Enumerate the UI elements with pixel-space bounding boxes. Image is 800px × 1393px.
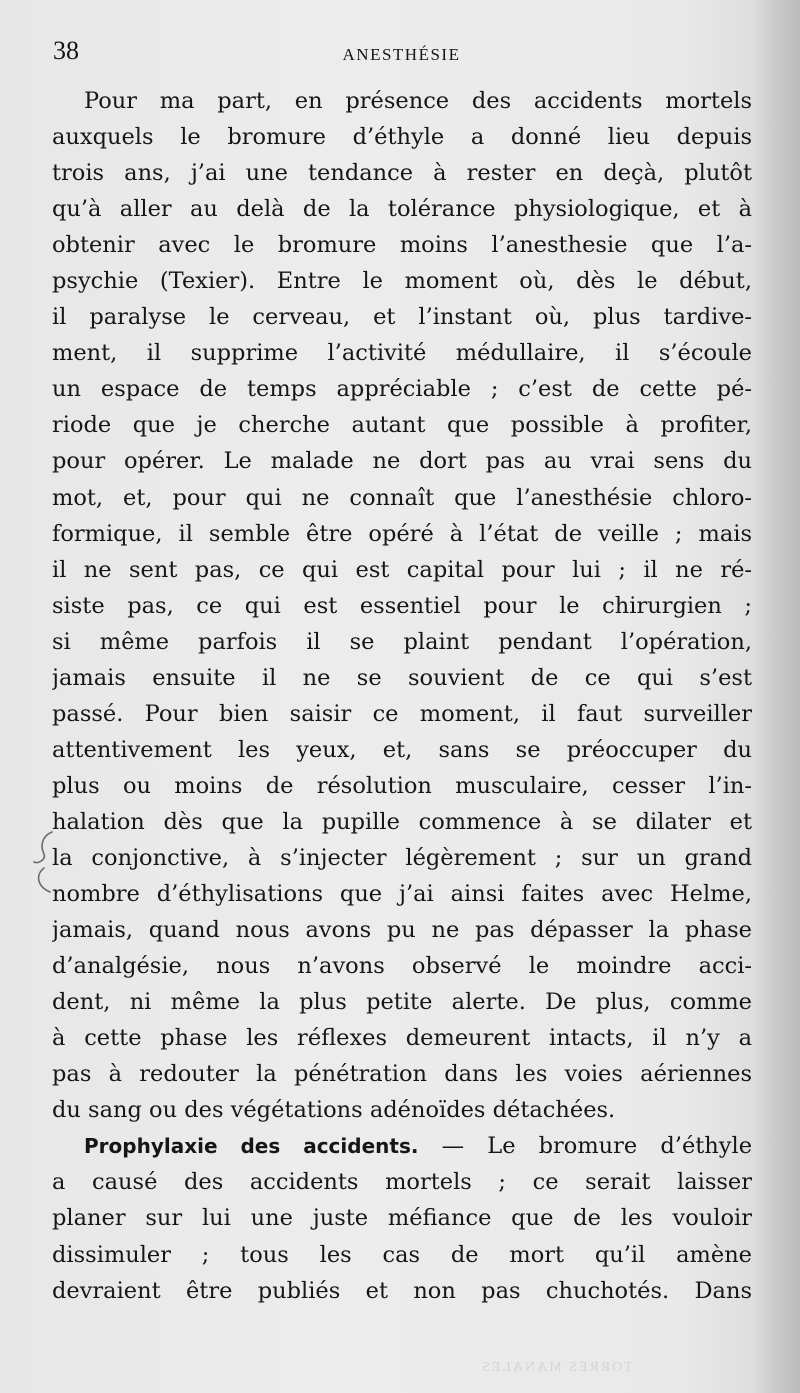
paragraph-end-line: du sang ou des végétations adénoïdes détachées.	[52, 1097, 616, 1124]
section-heading: Prophylaxie des accidents.	[84, 1134, 419, 1159]
text-line: à cette phase les réflexes demeurent intacts, il n’y a	[52, 1025, 752, 1052]
page-gutter-shadow	[754, 0, 800, 1393]
text-line: formique, il semble être opéré à l’état de veille ; mais	[52, 520, 752, 547]
text-line: jamais ensuite il ne se souvient de ce qui s’est	[52, 664, 752, 691]
text-line: il paralyse le cerveau, et l’instant où, plus tardive-	[52, 304, 752, 331]
text-line: trois ans, j’ai une tendance à rester en deçà, plutôt	[52, 160, 752, 187]
section-heading-continuation: — Le bromure d’éthyle	[418, 1133, 752, 1160]
text-line: dissimuler ; tous les cas de mort qu’il amène	[52, 1241, 752, 1268]
text-line: riode que je cherche autant que possible à profiter,	[52, 412, 752, 439]
text-line: il ne sent pas, ce qui est capital pour lui ; il ne ré-	[52, 556, 752, 583]
text-line: pas à redouter la pénétration dans les voies aériennes	[52, 1061, 752, 1088]
page-number: 38	[53, 36, 79, 65]
text-line: si même parfois il se plaint pendant l’opération,	[52, 628, 752, 655]
text-line: d’analgésie, nous n’avons observé le moindre acci-	[52, 953, 752, 980]
text-line: devraient être publiés et non pas chuchotés. Dans	[52, 1277, 752, 1304]
text-line: un espace de temps appréciable ; c’est de cette pé-	[52, 376, 752, 403]
text-line: psychie (Texier). Entre le moment où, dès le début,	[52, 268, 752, 295]
text-line: jamais, quand nous avons pu ne pas dépasser la phase	[52, 917, 752, 944]
text-line: passé. Pour bien saisir ce moment, il faut surveiller	[52, 700, 752, 727]
text-line: plus ou moins de résolution musculaire, cesser l’in-	[52, 772, 752, 799]
text-line: mot, et, pour qui ne connaît que l’anesthésie chloro-	[52, 484, 752, 511]
text-line: qu’à aller au delà de la tolérance physiologique, et à	[52, 196, 752, 223]
text-line: dent, ni même la plus petite alerte. De plus, comme	[52, 989, 752, 1016]
text-line: nombre d’éthylisations que j’ai ainsi faites avec Helme,	[52, 881, 752, 908]
text-line: Pour ma part, en présence des accidents mortels	[84, 88, 752, 114]
bleed-through-text: TORRES MANALES	[480, 1360, 633, 1375]
text-line: ment, il supprime l’activité médullaire, il s’écoule	[52, 340, 752, 367]
page-header	[53, 36, 750, 68]
text-line: halation dès que la pupille commence à se dilater et	[52, 808, 752, 835]
text-line: a causé des accidents mortels ; ce serait laisser	[52, 1169, 752, 1196]
text-line: auxquels le bromure d’éthyle a donné lieu depuis	[52, 124, 752, 151]
text-line: la conjonctive, à s’injecter légèrement ; sur un grand	[52, 844, 752, 871]
running-title: ANESTHÉSIE	[342, 45, 461, 64]
text-line: planer sur lui une juste méfiance que de les vouloir	[52, 1205, 752, 1232]
text-line: obtenir avec le bromure moins l’anesthesie que l’a-	[52, 232, 752, 259]
section-heading-line	[52, 1128, 752, 1164]
body-text	[52, 83, 752, 1309]
text-line: attentivement les yeux, et, sans se préoccuper du	[52, 736, 752, 763]
text-line: siste pas, ce qui est essentiel pour le chirurgien ;	[52, 592, 752, 619]
text-line: pour opérer. Le malade ne dort pas au vrai sens du	[52, 448, 752, 475]
